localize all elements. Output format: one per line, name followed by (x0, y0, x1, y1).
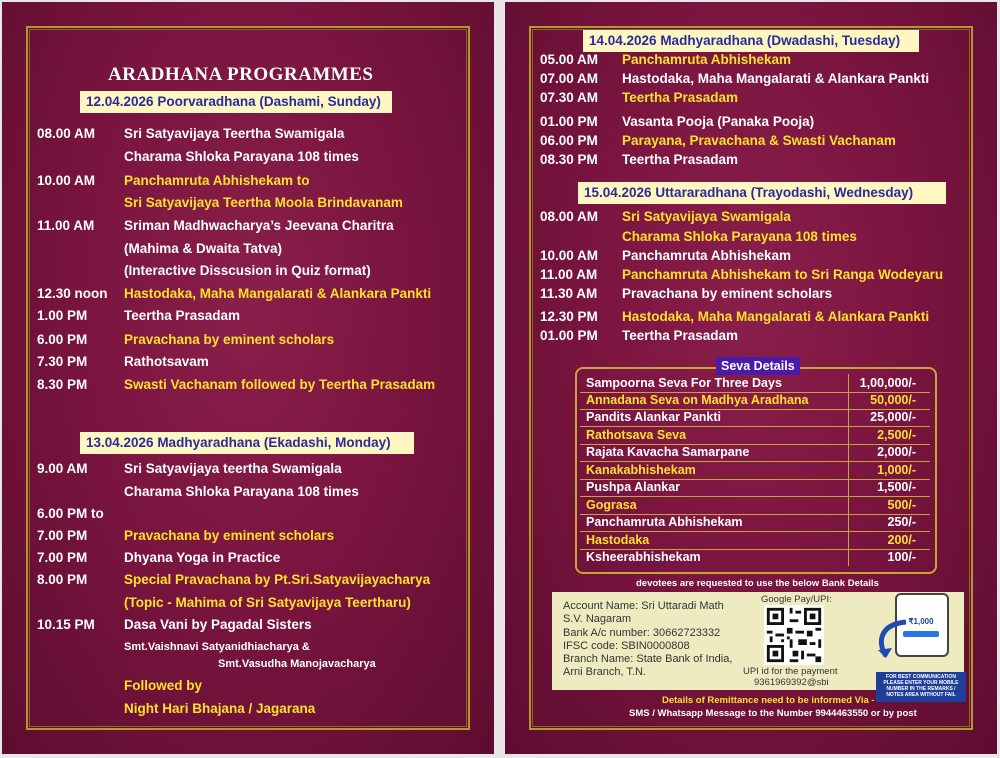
day2-text: Special Pravachana by Pt.Sri.Satyavijayacharya (124, 572, 431, 587)
day2-text: Pravachana by eminent scholars (124, 528, 335, 543)
day1-time: 7.30 PM (37, 354, 88, 369)
seva-amount: 1,00,000/- (859, 376, 916, 390)
day4-time: 10.00 AM (540, 248, 599, 263)
day1-time: 10.00 AM (37, 173, 96, 188)
seva-name: Sampoorna Seva For Three Days (586, 376, 782, 390)
day1-time: 08.00 AM (37, 126, 96, 141)
day2-text: Sri Satyavijaya teertha Swamigala (124, 461, 342, 476)
day2-text: Followed by (124, 678, 203, 693)
upi-id: 9361969392@sbi (754, 677, 829, 688)
day3-text: Vasanta Pooja (Panaka Pooja) (622, 114, 815, 129)
day4-time: 11.00 AM (540, 267, 598, 282)
day2-time: 6.00 PM to (37, 506, 104, 521)
seva-amount: 200/- (887, 533, 916, 547)
seva-name: Rathotsava Seva (586, 428, 687, 442)
day1-text: Sriman Madhwacharya’s Jeevana Charitra (124, 218, 394, 233)
day2-time: 7.00 PM (37, 550, 88, 565)
day2-time: 10.15 PM (37, 617, 95, 632)
day1-text: Swasti Vachanam followed by Teertha Prasadam (124, 377, 436, 392)
day2-text: Smt.Vasudha Manojavacharya (218, 658, 376, 670)
day1-text: Charama Shloka Parayana 108 times (124, 149, 359, 164)
day3-text: Teertha Prasadam (622, 152, 739, 167)
seva-name: Pushpa Alankar (586, 480, 681, 494)
bank-line: Account Name: Sri Uttaradi Math (563, 600, 724, 612)
seva-amount: 250/- (887, 515, 916, 529)
day1-time: 1.00 PM (37, 308, 88, 323)
seva-row (580, 515, 930, 532)
day2-text: Night Hari Bhajana / Jagarana (124, 701, 316, 716)
seva-amount: 1,500/- (877, 480, 916, 494)
day1-text: (Interactive Disscusion in Quiz format) (124, 263, 371, 278)
day1-text: Teertha Prasadam (124, 308, 241, 323)
day1-time: 6.00 PM (37, 332, 88, 347)
seva-row (580, 480, 930, 497)
seva-row (580, 498, 930, 515)
seva-row (580, 463, 930, 480)
page-title: ARADHANA PROGRAMMES (108, 64, 374, 85)
day3-text: Panchamruta Abhishekam (622, 52, 792, 67)
day4-text: Panchamruta Abhishekam to Sri Ranga Wodeyaru (622, 267, 944, 282)
day4-text: Pravachana by eminent scholars (622, 286, 833, 301)
day3-time: 01.00 PM (540, 114, 598, 129)
seva-name: Gograsa (586, 498, 637, 512)
seva-name: Kanakabhishekam (586, 463, 696, 477)
day3-time: 06.00 PM (540, 133, 598, 148)
day1-time: 8.30 PM (37, 377, 88, 392)
day1-time: 12.30 noon (37, 286, 108, 301)
remit-line-2: SMS / Whatsapp Message to the Number 9944463550 or by post (629, 708, 917, 719)
seva-amount: 2,000/- (877, 445, 916, 459)
seva-amount: 500/- (887, 498, 916, 512)
seva-name: Annadana Seva on Madhya Aradhana (586, 393, 809, 407)
gpay-label: Google Pay/UPI: (761, 594, 832, 605)
day2-text: Smt.Vaishnavi Satyanidhiacharya & (124, 641, 310, 653)
seva-name: Rajata Kavacha Samarpane (586, 445, 750, 459)
day4-text: Charama Shloka Parayana 108 times (622, 229, 857, 244)
seva-name: Panchamruta Abhishekam (586, 515, 743, 529)
day2-text: Dhyana Yoga in Practice (124, 550, 281, 565)
day3-time: 07.00 AM (540, 71, 599, 86)
day2-time: 7.00 PM (37, 528, 88, 543)
day2-text: (Topic - Mahima of Sri Satyavijaya Teertharu) (124, 595, 411, 610)
day3-time: 05.00 AM (540, 52, 599, 67)
seva-row (580, 410, 930, 427)
day3-time: 08.30 PM (540, 152, 598, 167)
phone-note: FOR BEST COMMUNICATION PLEASE ENTER YOUR MOBILE NUMBER IN THE REMARKS / NOTES AREA WITHOUT FAIL (876, 672, 966, 702)
day3-text: Hastodaka, Maha Mangalarati & Alankara Pankti (622, 71, 930, 86)
qr-code-icon (764, 605, 824, 665)
seva-amount: 2,500/- (877, 428, 916, 442)
day4-text: Hastodaka, Maha Mangalarati & Alankara Pankti (622, 309, 930, 324)
day4-time: 11.30 AM (540, 286, 598, 301)
seva-row (580, 393, 930, 410)
seva-row (580, 533, 930, 550)
bank-line: IFSC code: SBIN0000808 (563, 640, 690, 652)
bank-line: Arni Branch, T.N. (563, 666, 646, 678)
day4-text: Sri Satyavijaya Swamigala (622, 209, 791, 224)
day3-time: 07.30 AM (540, 90, 599, 105)
day4-banner: 15.04.2026 Uttararadhana (Trayodashi, Wednesday) (578, 182, 946, 204)
day1-text: Sri Satyavijaya Teertha Swamigala (124, 126, 345, 141)
day1-time: 11.00 AM (37, 218, 95, 233)
day1-text: Panchamruta Abhishekam to (124, 173, 310, 188)
day1-text: (Mahima & Dwaita Tatva) (124, 241, 283, 256)
remit-line-1: Details of Remittance need to be informed Via - (662, 695, 875, 706)
day1-text: Pravachana by eminent scholars (124, 332, 335, 347)
day1-text: Hastodaka, Maha Mangalarati & Alankara Pankti (124, 286, 432, 301)
seva-row (580, 428, 930, 445)
seva-row (580, 376, 930, 393)
seva-name: Hastodaka (586, 533, 650, 547)
bank-line: Branch Name: State Bank of India, (563, 653, 733, 665)
day2-time: 8.00 PM (37, 572, 88, 587)
day4-time: 12.30 PM (540, 309, 598, 324)
day3-text: Parayana, Pravachana & Swasti Vachanam (622, 133, 896, 148)
day3-text: Teertha Prasadam (622, 90, 739, 105)
day2-time: 9.00 AM (37, 461, 88, 476)
day1-banner: 12.04.2026 Poorvaradhana (Dashami, Sunday) (80, 91, 392, 113)
arrow-icon (872, 616, 912, 660)
seva-row (580, 445, 930, 462)
day4-time: 08.00 AM (540, 209, 599, 224)
seva-name: Ksheerabhishekam (586, 550, 701, 564)
day2-text: Dasa Vani by Pagadal Sisters (124, 617, 312, 632)
seva-row (580, 550, 930, 566)
seva-amount: 1,000/- (877, 463, 916, 477)
bank-line: S.V. Nagaram (563, 613, 632, 625)
seva-title: Seva Details (716, 357, 800, 375)
phone-amount: ₹1,000 (908, 617, 934, 626)
day2-text: Charama Shloka Parayana 108 times (124, 484, 359, 499)
bank-note: devotees are requested to use the below Bank Details (636, 578, 879, 589)
seva-amount: 25,000/- (870, 410, 916, 424)
day1-text: Sri Satyavijaya Teertha Moola Brindavanam (124, 195, 403, 210)
bank-line: Bank A/c number: 30662723332 (563, 627, 721, 639)
day4-text: Teertha Prasadam (622, 328, 739, 343)
day4-text: Panchamruta Abhishekam (622, 248, 792, 263)
seva-amount: 100/- (887, 550, 916, 564)
day2-banner: 13.04.2026 Madhyaradhana (Ekadashi, Monday) (80, 432, 414, 454)
day1-text: Rathotsavam (124, 354, 209, 369)
seva-amount: 50,000/- (870, 393, 916, 407)
upi-label: UPI id for the payment (743, 666, 838, 677)
day4-time: 01.00 PM (540, 328, 598, 343)
seva-name: Pandits Alankar Pankti (586, 410, 721, 424)
day3-banner: 14.04.2026 Madhyaradhana (Dwadashi, Tuesday) (583, 30, 919, 52)
